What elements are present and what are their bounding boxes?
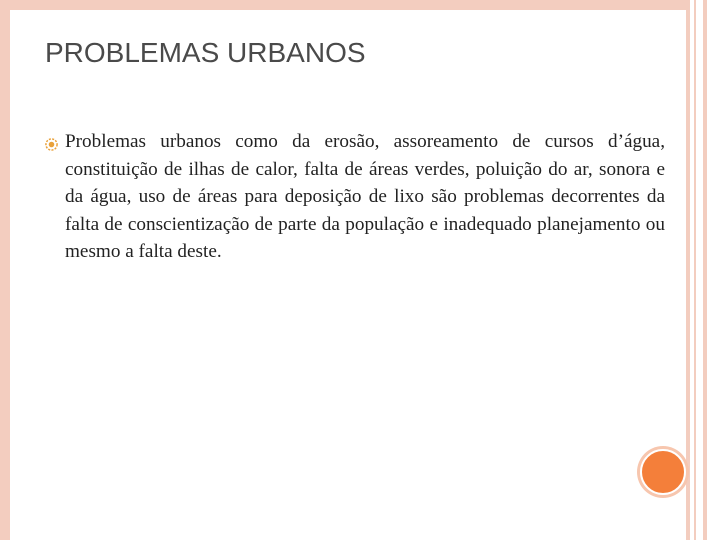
decorative-stripe <box>703 0 707 540</box>
decorative-stripe <box>686 0 690 540</box>
bullet-list <box>45 128 665 266</box>
bullet-text: Problemas urbanos como da erosão, assoreamento de cursos d’água, constituição de ilhas de calor, falta de áreas verdes, poluição do ar, sonora e da água, uso de áreas para deposição de lixo são problemas decorrentes da falta de conscientização de parte da população e inadequado planejamento ou mesmo a falta deste. <box>65 131 665 263</box>
sun-bullet-icon <box>45 138 58 151</box>
bullet-item <box>45 128 665 266</box>
slide-title: PROBLEMAS URBANOS <box>45 37 366 68</box>
decorative-orb <box>640 449 686 495</box>
decorative-stripe <box>694 0 696 540</box>
